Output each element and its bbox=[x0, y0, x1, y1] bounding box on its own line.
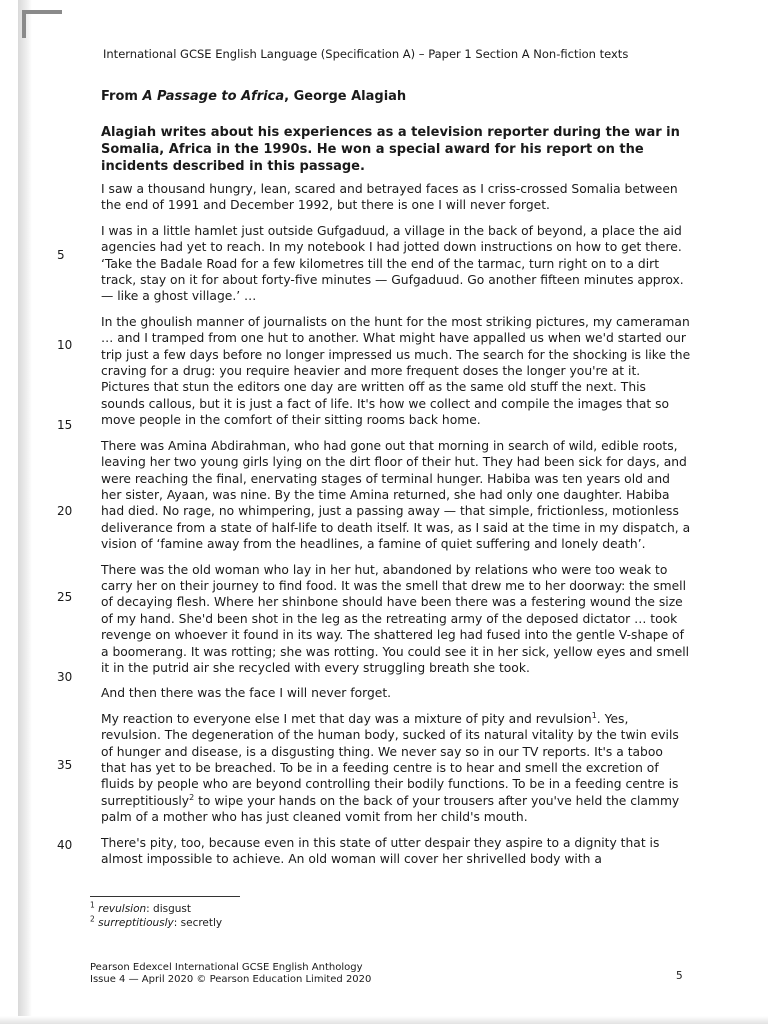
footer-publication: Pearson Edexcel International GCSE English Anthology bbox=[90, 962, 363, 973]
line-number: 40 bbox=[57, 838, 73, 852]
paragraph: And then there was the face I will never forget. bbox=[101, 686, 392, 701]
footnote-definition: : disgust bbox=[146, 903, 191, 915]
footnote-marker: 2 bbox=[189, 792, 195, 802]
paragraph: There's pity, too, because even in this state of utter despair they aspire to a dignity that is almost impossible to achieve. An old woman will cover her shrivelled body with a bbox=[101, 835, 660, 867]
paragraph: I was in a little hamlet just outside Gufgaduud, a village in the back of beyond, a place the aid agencies had yet to reach. In my notebook I had jotted down instructions on how to get there. ‘Take the Badale Road for a few kilometres till the end of the tarmac, turn right on to a dirt track, stay on it for about forty-five minutes — Gufgaduud. Go another fifteen minutes approx. — like a ghost village.’ … bbox=[101, 223, 684, 304]
source-prefix: From bbox=[101, 89, 143, 104]
footnote-number: 2 bbox=[90, 914, 95, 924]
paragraph: There was Amina Abdirahman, who had gone out that morning in search of wild, edible roots, leaving her two young girls lying on the dirt floor of their hut. They had been sick for days, and were reaching the final, enervating stages of terminal hunger. Habiba was ten years old and her sister, Ayaan, was nine. By the time Amina returned, she had only one daughter. Habiba had died. No rage, no whimpering, just a passing away — that simple, frictionless, motionless deliverance from a state of half-life to death itself. It was, as I said at the time in my dispatch, a vision of ‘famine away from the headlines, a famine of quiet suffering and lonely death’. bbox=[101, 438, 691, 552]
paragraph-text: My reaction to everyone else I met that day was a mixture of pity and revulsion bbox=[101, 711, 592, 726]
line-number: 35 bbox=[57, 758, 73, 772]
paragraph-with-footnotes bbox=[101, 711, 691, 826]
intro-text: Alagiah writes about his experiences as a television reporter during the war in Somalia, Africa in the 1990s. He won a special award for his report on the incidents described in this passage. bbox=[101, 125, 680, 174]
line-number: 30 bbox=[57, 670, 73, 684]
page-footer bbox=[90, 962, 371, 986]
footnote bbox=[90, 902, 222, 916]
paragraph-text: to wipe your hands on the back of your trousers after you've held the clammy palm of a mother who has just cleaned vomit from her child's mouth. bbox=[101, 793, 680, 825]
paragraph: There was the old woman who lay in her hut, abandoned by relations who were too weak to carry her on their journey to find food. It was the smell that drew me to her doorway: the smell of decaying flesh. Where her shinbone should have been there was a festering wound the size of my hand. She'd been shot in the leg as the retreating army of the deposed dictator … took revenge on whoever it found in its way. The shattered leg had fused into the gentle V-shape of a boomerang. It was rotting; she was rotting. You could see it in her sick, yellow eyes and smell it in the putrid air she recycled with every struggling breath she took. bbox=[101, 562, 690, 675]
line-number: 20 bbox=[57, 504, 73, 518]
footnote-divider bbox=[90, 896, 240, 897]
passage-body bbox=[101, 181, 691, 876]
footnote bbox=[90, 916, 222, 930]
source-work: A Passage to Africa bbox=[142, 89, 285, 104]
source-title bbox=[101, 89, 406, 104]
paragraph: In the ghoulish manner of journalists on the hunt for the most striking pictures, my cameraman … and I tramped from one hut to another. What might have appalled us when we'd started our trip just a few days before no longer impressed us much. The search for the shocking is like the craving for a drug: you require heavier and more frequent doses the longer you're at it. Pictures that stun the editors one day are written off as the same old stuff the next. This sounds callous, but it is just a fact of life. It's how we collect and compile the images that so move people in the comfort of their sitting rooms back home. bbox=[101, 314, 691, 428]
footnote-term: surreptitiously bbox=[98, 917, 174, 929]
paragraph: I saw a thousand hungry, lean, scared and betrayed faces as I criss-crossed Somalia between the end of 1991 and December 1992, but there is one I will never forget. bbox=[101, 182, 678, 213]
footnote-term: revulsion bbox=[98, 903, 147, 915]
line-number: 5 bbox=[57, 248, 65, 262]
page-number: 5 bbox=[676, 970, 683, 982]
footnote-definition: : secretly bbox=[173, 917, 223, 929]
line-number: 25 bbox=[57, 590, 73, 604]
source-author: , George Alagiah bbox=[284, 89, 407, 104]
running-head: International GCSE English Language (Specification A) – Paper 1 Section A Non-fiction texts bbox=[103, 47, 629, 61]
footnotes bbox=[90, 902, 222, 930]
line-number: 15 bbox=[57, 418, 73, 432]
footer-issue: Issue 4 — April 2020 © Pearson Education Limited 2020 bbox=[90, 974, 372, 985]
line-number: 10 bbox=[57, 338, 73, 352]
footnote-number: 1 bbox=[90, 900, 95, 910]
paragraph-text: . Yes, revulsion. The degeneration of the human body, sucked of its natural vitality by the twin evils of hunger and disease, is a disgusting thing. We never say so in our TV reports. It's a taboo that has yet to be breached. To be in a feeding centre is to hear and smell the excretion of fluids by people who are beyond controlling their bodily functions. To be in a feeding centre is surreptitiously bbox=[101, 711, 679, 808]
footnote-marker: 1 bbox=[591, 710, 597, 720]
